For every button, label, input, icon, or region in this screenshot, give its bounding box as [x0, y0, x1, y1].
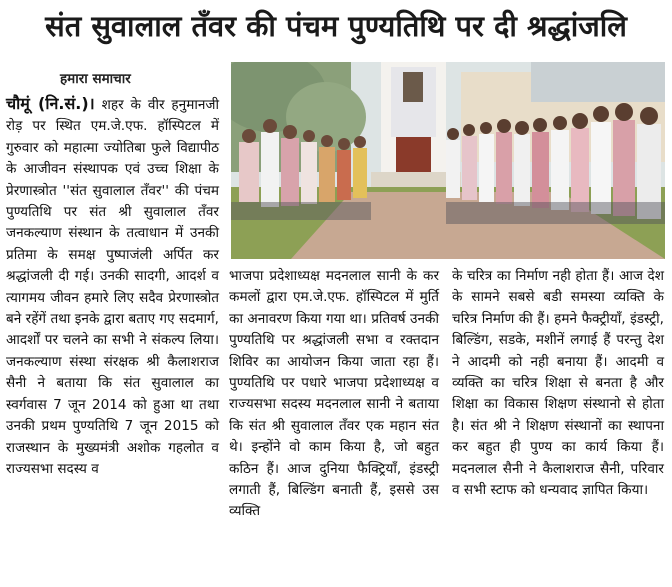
dateline: चौमूं (नि.सं.)। — [6, 94, 95, 113]
photo-memorial-gathering-icon — [231, 62, 665, 259]
article-column-1 — [6, 93, 219, 480]
headline: संत सुवालाल तँवर की पंचम पुण्यतिथि पर दी श्रद्धांजलि — [45, 9, 627, 43]
column-1-text: शहर के वीर हनुमानजी रोड़ पर स्थित एम.जे.एफ. हॉस्पिटल में गुरुवार को महात्मा ज्योतिबा फुले विद्यापीठ के आजीवन संस्थापक एवं उच्च शिक्षा के प्रेरणास्त्रोत ''संत सुवालाल तँवर'' की पंचम पुण्यतिथि पर संत श्री सुवालाल तँवर जनकल्याण संस्थान के तत्वाधान में उनकी प्रतिमा के समक्ष पुष्पाजंली अर्पित कर श्रद्धांजली दी गई। उनकी सादगी, आदर्श व त्यागमय जीवन हमारे लिए सदैव प्रेरणास्त्रोत बने रहेंगें तथा इनके द्वारा बताए गए सदमार्ग, आदर्शों पर चलने का सभी ने संकल्प लिया। जनकल्याण संस्था संरक्षक श्री कैलाशराज सैनी ने बताया कि संत सुवालाल का स्वर्गवास 7 जून 2014 को हुआ था तथा उनकी प्रथम पुण्यतिथि 7 जून 2015 को राजस्थान के मुख्यमंत्री अशोक गहलोत व राज्यसभा सदस्य व — [6, 97, 219, 477]
column-3-text: के चरित्र का निर्माण नही होता हैं। आज देश के सामने सबसे बडी समस्या व्यक्ति के चरित्र निर्माण की हैं। हमने फैक्ट्रीयाँ, इंडस्ट्री, बिल्डिंग, सडके, मशीनें लगाई हैं परन्तु देश ने आदमी को नही बनाया हैं। आदमी व व्यक्ति का चरित्र शिक्षा से बनता है और शिक्षा का विकास शिक्षण संस्थानो से होता है। संत श्री ने शिक्षण संस्थानों का स्थापना कर बहुत ही पुण्य का कार्य किया हैं। मदनलाल सैनी ने कैलाशराज सैनी, परिवार व सभी स्टाफ को धन्यवाद ज्ञापित किया। — [452, 268, 664, 499]
article-column-3 — [452, 266, 664, 501]
column-2-text: भाजपा प्रदेशाध्यक्ष मदनलाल सानी के कर कमलों द्वारा एम.जे.एफ. हॉस्पिटल में मुर्ति का अनावरण किया गया था। प्रतिवर्ष उनकी पुण्यतिथि पर श्रद्धांजली सभा व रक्तदान शिविर का आयोजन किया जाता रहा हैं। पुण्यतिथि पर पधारे भाजपा प्रदेशाध्यक्ष व राज्यसभा सदस्य मदनलाल सानी ने बताया कि संत श्री सुवालाल तँवर एक महान संत थे। इन्होंने वो काम किया है, जो बहुत कठिन हैं। आज दुनिया फैक्ट्रियाँ, इंडस्ट्री लगाती हैं, बिल्डिंग बनाती हैं, इससे उस व्यक्ति — [229, 268, 439, 520]
byline: हमारा समाचार — [60, 71, 131, 87]
article-column-2 — [229, 266, 439, 523]
news-photo — [231, 62, 665, 259]
